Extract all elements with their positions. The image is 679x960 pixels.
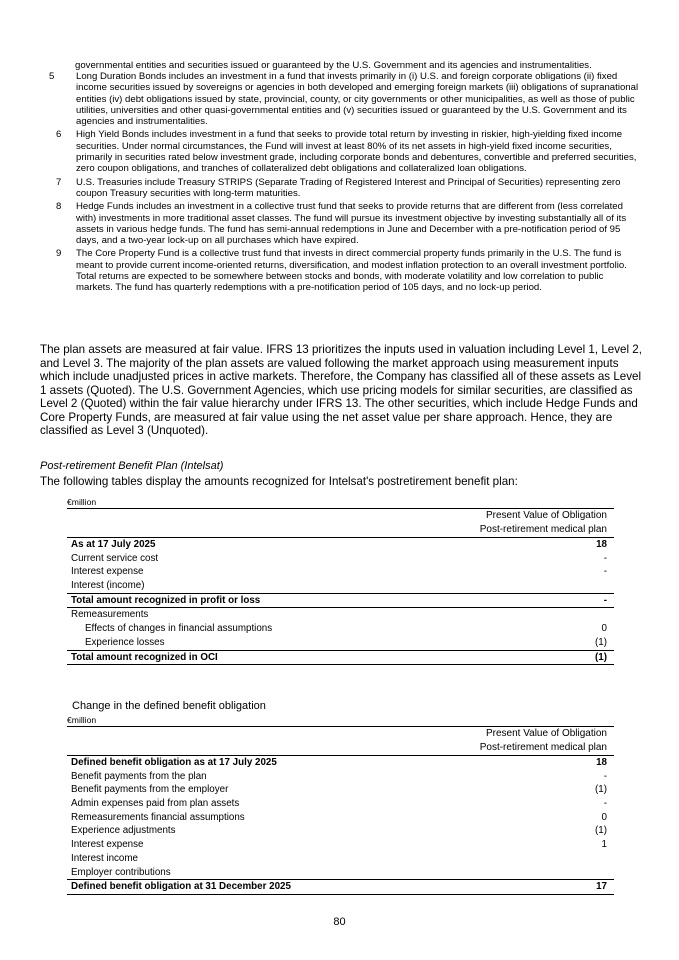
footnote-number: 8: [56, 201, 62, 213]
table-row: [67, 866, 614, 881]
row-label: Interest income: [71, 852, 138, 864]
row-label: Defined benefit obligation at 31 December 2025: [71, 881, 291, 893]
table-row: [67, 594, 614, 609]
benefit-plan-table: [67, 496, 614, 665]
column-subheader: Post-retirement medical plan: [479, 524, 607, 535]
row-label: Admin expenses paid from plan assets: [71, 798, 240, 810]
row-label: Benefit payments from the plan: [71, 770, 207, 782]
table-row: [67, 755, 614, 770]
row-value: (1): [595, 825, 607, 837]
row-value: -: [603, 798, 607, 810]
row-value: -: [603, 594, 607, 606]
row-value: (1): [595, 784, 607, 796]
table-row: [67, 579, 614, 594]
row-label: Interest expense: [71, 839, 144, 851]
table-unit: €million: [67, 715, 97, 725]
row-value: -: [603, 566, 607, 578]
footnotes: [48, 71, 642, 296]
table-unit: €million: [67, 497, 97, 507]
row-value: [567, 866, 607, 880]
row-value: 18: [596, 757, 607, 768]
footnote-text: High Yield Bonds includes investment in a fund that seeks to provide total return by investing in riskier, high-yielding fixed income securities. Under normal circumstances, the Fund will invest at least 80% of its net assets in high-yield fixed income securities, primarily in securities rated below investment grade, including corporate bonds and debentures, convertible and preferred securities, zero coupon obligations, and tranches of collateralized debt obligations and collateralized loan obligations.: [76, 129, 637, 175]
row-value: (1): [595, 651, 607, 663]
row-label: Current service cost: [71, 552, 159, 564]
row-label: Benefit payments from the employer: [71, 784, 229, 796]
fair-value-paragraph: The plan assets are measured at fair value. IFRS 13 prioritizes the inputs used in valuation including Level 1, Level 2, and Level 3. The majority of the plan assets are valued following the market approach using measurement inputs which include unadjusted prices in active markets. Therefore, the Company has classified all of these assets as Level 1 assets (Quoted). The U.S. Government Agencies, which use pricing models for similar securities, are classified as Level 2 (Quoted) within the fair value hierarchy under IFRS 13. The other securities, which include Hedge Funds and Core Property Funds, are measured at fair value using the net asset value per share approach. Hence, they are classified as Level 3 (Unquoted).: [40, 343, 642, 437]
row-label: Remeasurements: [71, 609, 149, 621]
table-row: [67, 852, 614, 866]
table-row: [67, 537, 614, 552]
row-value: [567, 608, 607, 622]
section-title: Post-retirement Benefit Plan (Intelsat): [40, 460, 224, 472]
footnote-text: Hedge Funds includes an investment in a collective trust fund that seeks to provide returns that are different from (less correlated with) investments in more traditional asset classes. The fund will pursue its investment objective by investing substantially all of its assets in various hedge funds. The fund has semi-annual redemptions in June and December with a pre-notification period of 95 days, and a two-year lock-up on all purchases which have expired.: [76, 201, 627, 247]
footnote: [48, 248, 642, 293]
table-row: [67, 636, 614, 651]
row-label: Defined benefit obligation as at 17 July 2025: [71, 757, 277, 768]
row-value: -: [603, 770, 607, 782]
row-value: (1): [595, 636, 607, 648]
footnote-number: 6: [56, 129, 62, 141]
row-value: [567, 579, 607, 593]
column-header: Present Value of Obligation: [485, 510, 607, 521]
table-row: [67, 622, 614, 636]
row-label: Effects of changes in financial assumptions: [85, 623, 273, 635]
footnote-text: Long Duration Bonds includes an investment in a fund that invests primarily in (i) U.S. and foreign corporate obligations (ii) fixed income securities issued by sovereigns or agencies in both developed and emerging foreign markets (iii) obligations of supranational entities (iv) debt obligations issued by state, provincial, county, or city governments or other municipalities, as well as those of public utilities, universities and other quasi-governmental entities and (v) securities issued or guaranteed by the U.S. Government and its agencies and instrumentalities.: [76, 71, 639, 128]
footnote-number: 7: [56, 176, 62, 188]
column-subheader: Post-retirement medical plan: [479, 742, 607, 753]
row-label: Employer contributions: [71, 866, 171, 878]
table-row: [67, 783, 614, 797]
row-label: As at 17 July 2025: [71, 539, 156, 550]
row-label: Interest (income): [71, 580, 145, 592]
column-header: Present Value of Obligation: [485, 728, 607, 739]
page-number: 80: [333, 916, 346, 928]
table-row: [67, 651, 614, 666]
footnote: [48, 201, 642, 246]
row-value: [567, 852, 607, 866]
continuation-text: governmental entities and securities issued or guaranteed by the U.S. Government and its agencies and instrumentalities.: [75, 60, 592, 71]
table-row: [67, 608, 614, 622]
table-row: [67, 811, 614, 825]
row-value: 0: [601, 811, 607, 823]
footnote-number: 9: [56, 248, 62, 260]
table-row: [67, 824, 614, 838]
table-row: [67, 552, 614, 566]
row-value: -: [603, 552, 607, 564]
row-label: Experience losses: [85, 636, 165, 648]
row-value: 1: [601, 839, 607, 851]
change-title: Change in the defined benefit obligation: [72, 700, 266, 712]
footnote-text: The Core Property Fund is a collective trust fund that invests in direct commercial property funds primarily in the U.S. The fund is meant to provide current income-oriented returns, diversification, and modest inflation protection to an overall investment portfolio. Total returns are expected to be somewhere between stocks and bonds, with moderate volatility and low correlation to public markets. The fund has quarterly redemptions with a pre-notification period of 105 days, and no lock-up period.: [76, 248, 627, 294]
row-label: Total amount recognized in OCI: [71, 651, 218, 663]
footnote: [48, 177, 642, 200]
footnote-number: 5: [49, 71, 55, 82]
table-row: [67, 880, 614, 895]
row-label: Remeasurements financial assumptions: [71, 811, 245, 823]
table-row: [67, 838, 614, 852]
footnote: [48, 71, 642, 127]
footnote: [48, 129, 642, 174]
row-label: Total amount recognized in profit or loss: [71, 594, 261, 606]
row-label: Interest expense: [71, 566, 144, 578]
table-row: [67, 797, 614, 811]
row-value: 18: [596, 539, 607, 550]
table-row: [67, 565, 614, 579]
section-intro: The following tables display the amounts recognized for Intelsat's postretirement benefit plan:: [40, 475, 518, 488]
footnote-text: U.S. Treasuries include Treasury STRIPS (Separate Trading of Registered Interest and Principal of Securities) representing zero coupon Treasury securities with long-term maturities.: [76, 176, 621, 199]
row-label: Experience adjustments: [71, 825, 176, 837]
table-row: [67, 770, 614, 784]
row-value: 17: [596, 881, 607, 893]
obligation-change-table: [67, 714, 614, 895]
row-value: 0: [601, 623, 607, 635]
